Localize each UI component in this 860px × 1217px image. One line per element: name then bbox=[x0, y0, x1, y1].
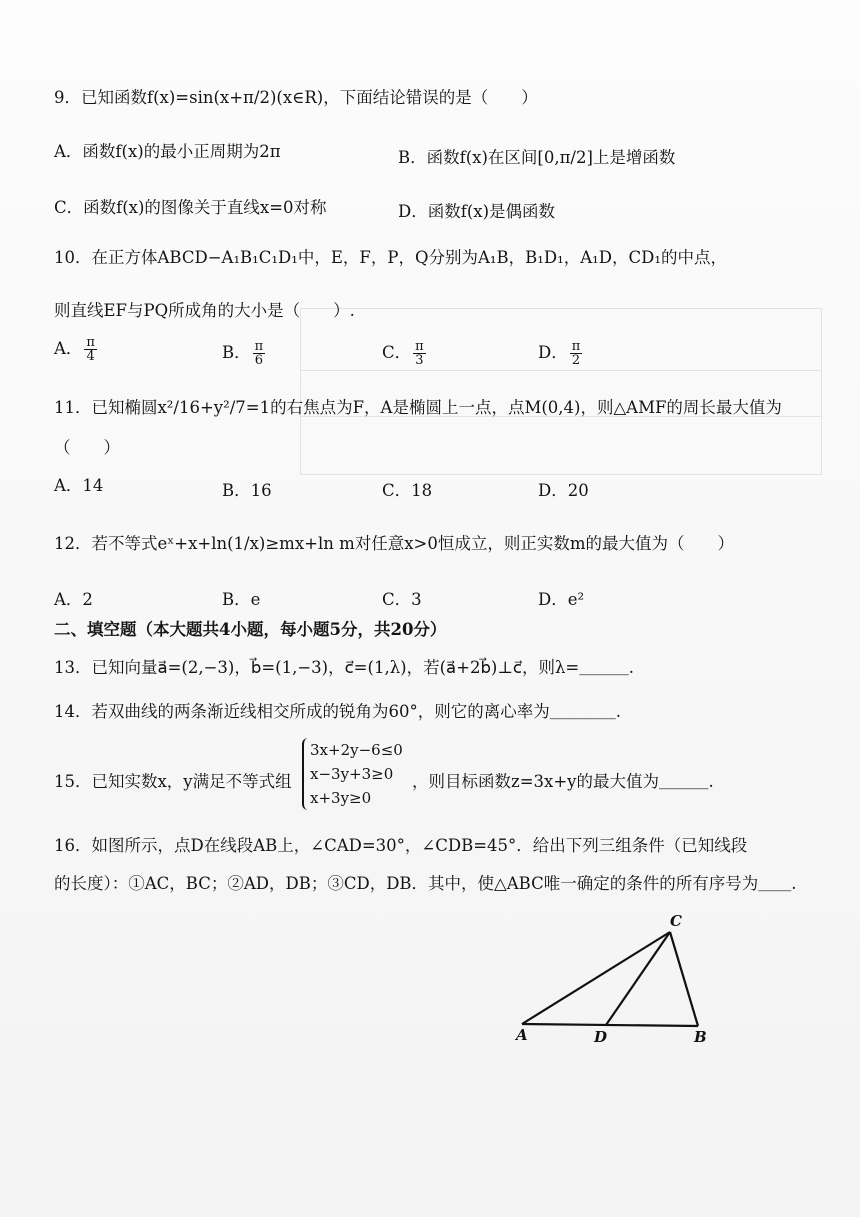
q9-option-c: C．函数f(x)的图像关于直线x=0对称 bbox=[54, 198, 327, 217]
segment-cb bbox=[670, 932, 698, 1026]
vertex-label-d: D bbox=[594, 1028, 608, 1046]
q10-option-c-label: C． bbox=[382, 343, 412, 362]
q15-prefix: 15．已知实数x，y满足不等式组 bbox=[54, 772, 292, 791]
q9-option-b: B．函数f(x)在区间[0,π/2]上是增函数 bbox=[398, 148, 676, 167]
q15-suffix: ，则目标函数z=3x+y的最大值为＿＿＿. bbox=[412, 772, 714, 791]
q11-option-d: D．20 bbox=[538, 481, 589, 500]
q10-option-d-fraction bbox=[570, 340, 583, 367]
section-heading-fill-in: 二、填空题（本大题共4小题，每小题5分，共20分） bbox=[54, 620, 447, 639]
segment-cd bbox=[606, 932, 670, 1025]
vertex-label-c: C bbox=[670, 912, 682, 930]
q15-inequality-1: 3x+2y−6≤0 bbox=[310, 741, 403, 759]
q10-option-b-fraction bbox=[253, 340, 266, 367]
q10-option-d-numerator: π bbox=[571, 339, 581, 354]
q11-stem-continued: （ ） bbox=[54, 438, 120, 457]
q10-option-a-denominator: 4 bbox=[86, 349, 95, 364]
q15-inequality-3: x+3y≥0 bbox=[310, 789, 372, 807]
q9-option-d: D．函数f(x)是偶函数 bbox=[398, 202, 556, 221]
q10-option-d bbox=[538, 340, 584, 367]
vertex-label-a: A bbox=[516, 1026, 528, 1044]
q15-inequality-2: x−3y+3≥0 bbox=[310, 765, 394, 783]
q13-stem: 13．已知向量a⃗=(2,−3)，b⃗=(1,−3)，c⃗=(1,λ)，若(a⃗+2b⃗)⊥c⃗，则λ=＿＿＿. bbox=[54, 658, 634, 677]
q12-option-a: A．2 bbox=[54, 590, 93, 609]
q16-stem-continued: 的长度）：①AC，BC；②AD，DB；③CD，DB．其中，使△ABC唯一确定的条件的所有序号为＿＿. bbox=[54, 874, 797, 893]
q10-stem: 10．在正方体ABCD−A₁B₁C₁D₁中，E，F，P，Q分别为A₁B，B₁D₁，A₁D，CD₁的中点， bbox=[54, 248, 727, 267]
q10-option-a-fraction bbox=[84, 336, 97, 363]
q11-option-c: C．18 bbox=[382, 481, 433, 500]
q10-option-b-denominator: 6 bbox=[254, 353, 264, 368]
q10-option-c-fraction bbox=[413, 340, 426, 367]
q11-option-a: A．14 bbox=[54, 476, 104, 495]
q10-option-b-label: B． bbox=[222, 343, 251, 362]
q14-stem: 14．若双曲线的两条渐近线相交所成的锐角为60°，则它的离心率为＿＿＿＿. bbox=[54, 702, 621, 721]
q10-stem-continued: 则直线EF与PQ所成角的大小是（ ）. bbox=[54, 301, 355, 320]
q12-option-c: C．3 bbox=[382, 590, 422, 609]
q10-option-c-numerator: π bbox=[415, 339, 424, 354]
q15-inequality-system bbox=[302, 738, 403, 810]
q10-option-a-numerator: π bbox=[86, 335, 95, 350]
q12-stem: 12．若不等式eˣ+x+ln(1/x)≥mx+ln m对任意x>0恒成立，则正实数m的最大值为（ ） bbox=[54, 534, 735, 553]
q12-option-d: D．e² bbox=[538, 590, 585, 609]
q10-option-b bbox=[222, 340, 267, 367]
q10-option-b-numerator: π bbox=[254, 339, 264, 354]
q10-option-a bbox=[54, 336, 99, 363]
segment-ac bbox=[522, 932, 670, 1024]
q10-option-d-label: D． bbox=[538, 343, 568, 362]
q10-option-a-label: A． bbox=[54, 339, 83, 358]
segment-ab bbox=[522, 1024, 698, 1026]
triangle-figure bbox=[510, 912, 720, 1047]
q9-stem: 9．已知函数f(x)=sin(x+π/2)(x∈R)，下面结论错误的是（ ） bbox=[54, 88, 538, 107]
q16-stem: 16．如图所示，点D在线段AB上，∠CAD=30°，∠CDB=45°．给出下列三组条件（已知线段 bbox=[54, 836, 748, 855]
q10-option-c-denominator: 3 bbox=[415, 353, 424, 368]
q11-stem: 11．已知椭圆x²/16+y²/7=1的右焦点为F，A是椭圆上一点，点M(0,4)，则△AMF的周长最大值为 bbox=[54, 398, 782, 417]
q12-option-b: B．e bbox=[222, 590, 261, 609]
q11-option-b: B．16 bbox=[222, 481, 272, 500]
q9-option-a: A．函数f(x)的最小正周期为2π bbox=[54, 142, 281, 161]
q10-option-c bbox=[382, 340, 428, 367]
q10-option-d-denominator: 2 bbox=[571, 353, 581, 368]
vertex-label-b: B bbox=[694, 1028, 707, 1046]
